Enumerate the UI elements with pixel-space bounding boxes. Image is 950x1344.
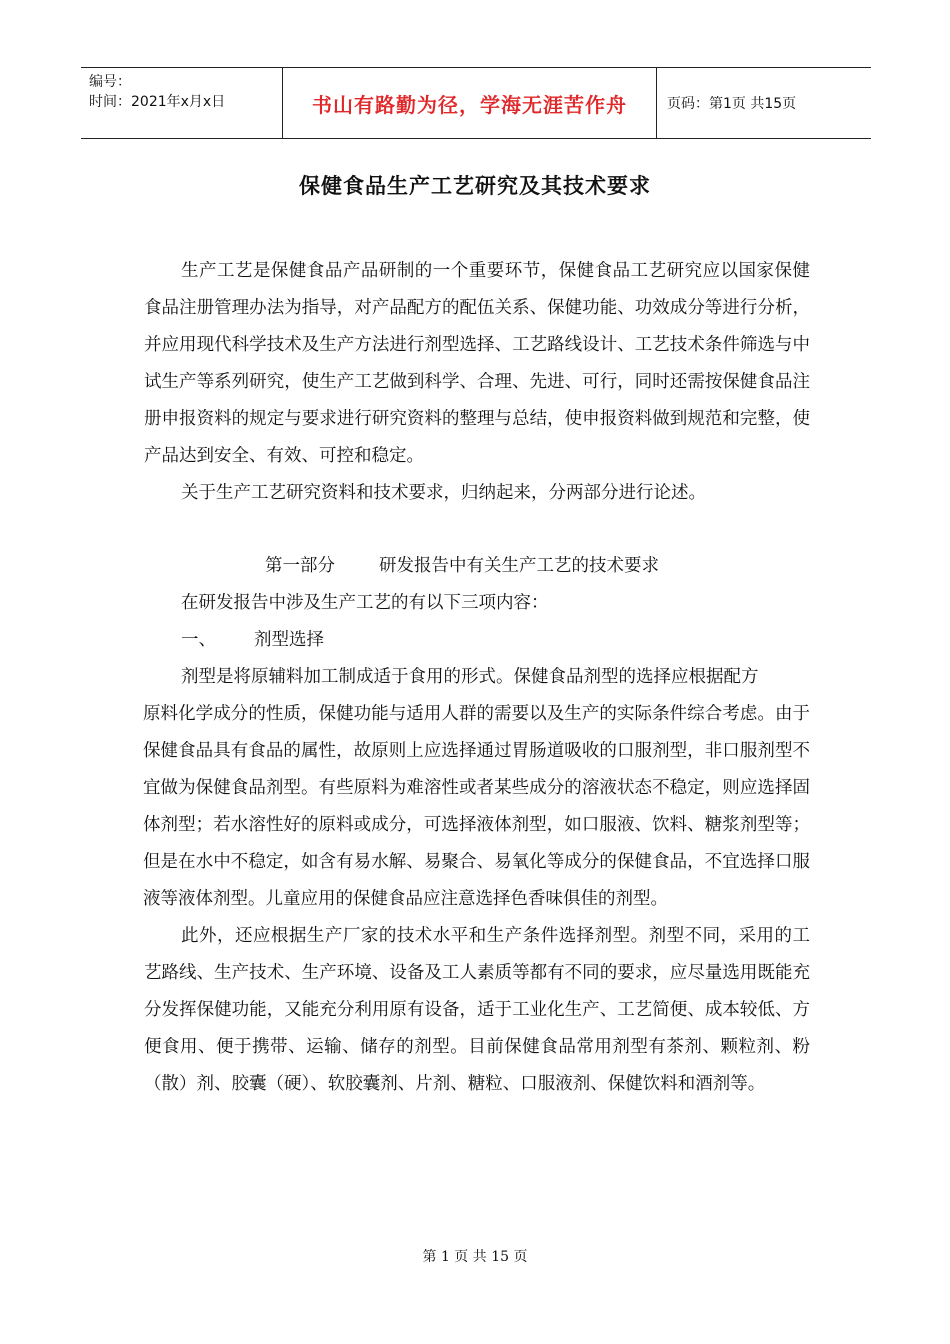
time-label: 时间：2021年x月x日 <box>89 94 226 110</box>
part1-number: 第一部分 <box>265 556 335 576</box>
item1-title: 剂型选择 <box>254 630 324 650</box>
document-title: 保健食品生产工艺研究及其技术要求 <box>299 174 651 198</box>
item1-number: 一、 <box>181 630 216 650</box>
header-motto-cell <box>282 68 657 138</box>
dosage-paragraph-c: 此外，还应根据生产厂家的技术水平和生产条件选择剂型。剂型不同，采用的工艺路线、生产技术、生产环境、设备及工人素质等都有不同的要求，应尽量选用既能充分发挥保健功能，又能充分利用原有设备，适于工业化生产、工艺简便、成本较低、方便食用、便于携带、运输、储存的剂型。目前保健食品常用剂型有茶剂、颗粒剂、粉（散）剂、胶囊（硬）、软胶囊剂、片剂、糖粒、口服液剂、保健饮料和酒剂等。 <box>144 926 810 1094</box>
number-label: 编号： <box>89 74 131 90</box>
part1-heading <box>144 548 810 585</box>
item1-heading <box>144 622 810 659</box>
dosage-paragraph-a: 剂型是将原辅料加工制成适于食用的形式。保健食品剂型的选择应根据配方 <box>181 667 759 687</box>
part1-title: 研发报告中有关生产工艺的技术要求 <box>379 556 659 576</box>
header-page-info: 页码：第1页 共15页 <box>667 96 797 112</box>
document-body <box>144 253 810 1103</box>
dosage-paragraph-b: 原料化学成分的性质，保健功能与适用人群的需要以及生产的实际条件综合考虑。由于保健食品具有食品的属性，故原则上应选择通过胃肠道吸收的口服剂型，非口服剂型不宜做为保健食品剂型。有些原料为难溶性或者某些成分的溶液状态不稳定，则应选择固体剂型；若水溶性好的原料或成分，可选择液体剂型，如口服液、饮料、糖浆剂型等；但是在水中不稳定，如含有易水解、易聚合、易氧化等成分的保健食品，不宜选择口服液等液体剂型。儿童应用的保健食品应注意选择色香味俱佳的剂型。 <box>143 704 810 909</box>
summary-paragraph: 关于生产工艺研究资料和技术要求，归纳起来，分两部分进行论述。 <box>181 483 706 503</box>
motto: 书山有路勤为径，学海无涯苦作舟 <box>312 92 627 117</box>
page-header <box>81 67 871 139</box>
intro-paragraph: 生产工艺是保健食品产品研制的一个重要环节，保健食品工艺研究应以国家保健食品注册管理办法为指导，对产品配方的配伍关系、保健功能、功效成分等进行分析，并应用现代科学技术及生产方法进行剂型选择、工艺路线设计、工艺技术条件筛选与中试生产等系列研究，使生产工艺做到科学、合理、先进、可行，同时还需按保健食品注册申报资料的规定与要求进行研究资料的整理与总结，使申报资料做到规范和完整，使产品达到安全、有效、可控和稳定。 <box>144 261 810 466</box>
page-footer: 第 1 页 共 15 页 <box>422 1249 528 1265</box>
header-meta <box>81 68 282 138</box>
part1-intro: 在研发报告中涉及生产工艺的有以下三项内容： <box>181 593 549 613</box>
